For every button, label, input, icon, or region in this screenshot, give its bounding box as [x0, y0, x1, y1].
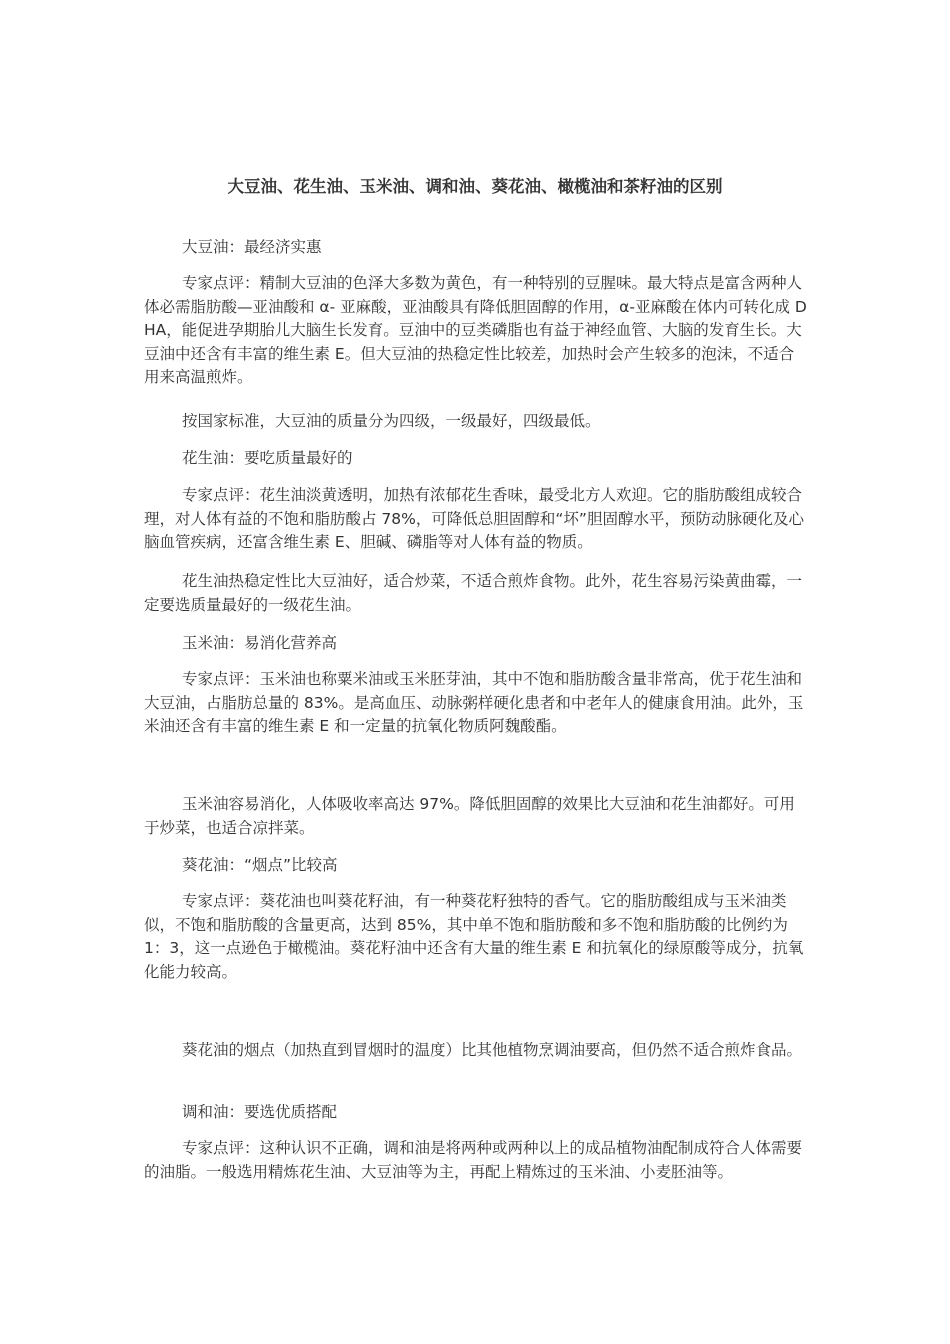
paragraph-corn-oil-review: 专家点评：玉米油也称粟米油或玉米胚芽油，其中不饱和脂肪酸含量非常高，优于花生油和大豆油，占脂肪总量的 83%。是高血压、动脉粥样硬化患者和中老年人的健康食用油。此外，玉米油还含有丰富的维生素 E 和一定量的抗氧化物质阿魏酸酯。: [144, 670, 804, 735]
paragraph-soybean-oil-review: 专家点评：精制大豆油的色泽大多数为黄色，有一种特别的豆腥味。最大特点是富含两种人体必需脂肪酸—亚油酸和 α- 亚麻酸，亚油酸具有降低胆固醇的作用，α-亚麻酸在体内可转化成 DHA，能促进孕期胎儿大脑生长发育。豆油中的豆类磷脂也有益于神经血管、大脑的发育生长。大豆油中还含有丰富的维生素 E。但大豆油的热稳定性比较差，加热时会产生较多的泡沫，不适合用来高温煎炸。: [144, 274, 807, 386]
section-heading-corn-oil: 玉米油：易消化营养高: [182, 634, 338, 652]
paragraph-peanut-oil-review: 专家点评：花生油淡黄透明，加热有浓郁花生香味，最受北方人欢迎。它的脂肪酸组成较合理，对人体有益的不饱和脂肪酸占 78%，可降低总胆固醇和“坏”胆固醇水平，预防动脉硬化及心脑血管疾病，还富含维生素 E、胆碱、磷脂等对人体有益的物质。: [144, 486, 804, 551]
paragraph-sunflower-oil-smoke-point: 葵花油的烟点（加热直到冒烟时的温度）比其他植物烹调油要高，但仍然不适合煎炸食品。: [182, 1041, 803, 1059]
paragraph-sunflower-oil-review: 专家点评：葵花油也叫葵花籽油，有一种葵花籽独特的香气。它的脂肪酸组成与玉米油类似，不饱和脂肪酸的含量更高，达到 85%，其中单不饱和脂肪酸和多不饱和脂肪酸的比例约为 1：3，这一点逊色于橄榄油。葵花籽油中还含有大量的维生素 E 和抗氧化的绿原酸等成分，抗氧化能力较高。: [144, 892, 804, 981]
paragraph-soybean-oil-grades: 按国家标准，大豆油的质量分为四级，一级最好，四级最低。: [182, 412, 601, 430]
paragraph-corn-oil-digestion: 玉米油容易消化，人体吸收率高达 97%。降低胆固醇的效果比大豆油和花生油都好。可用于炒菜，也适合凉拌菜。: [144, 795, 795, 837]
section-heading-blended-oil: 调和油：要选优质搭配: [182, 1103, 338, 1121]
paragraph-blended-oil-review: 专家点评：这种认识不正确，调和油是将两种或两种以上的成品植物油配制成符合人体需要的油脂。一般选用精炼花生油、大豆油等为主，再配上精炼过的玉米油、小麦胚油等。: [144, 1139, 803, 1181]
section-heading-sunflower-oil: 葵花油：“烟点”比较高: [182, 856, 338, 874]
paragraph-peanut-oil-stability: 花生油热稳定性比大豆油好，适合炒菜，不适合煎炸食物。此外，花生容易污染黄曲霉，一定要选质量最好的一级花生油。: [144, 572, 803, 614]
document-title: 大豆油、花生油、玉米油、调和油、葵花油、橄榄油和茶籽油的区别: [227, 177, 723, 196]
section-heading-peanut-oil: 花生油：要吃质量最好的: [182, 449, 353, 467]
section-heading-soybean-oil: 大豆油：最经济实惠: [182, 238, 322, 256]
